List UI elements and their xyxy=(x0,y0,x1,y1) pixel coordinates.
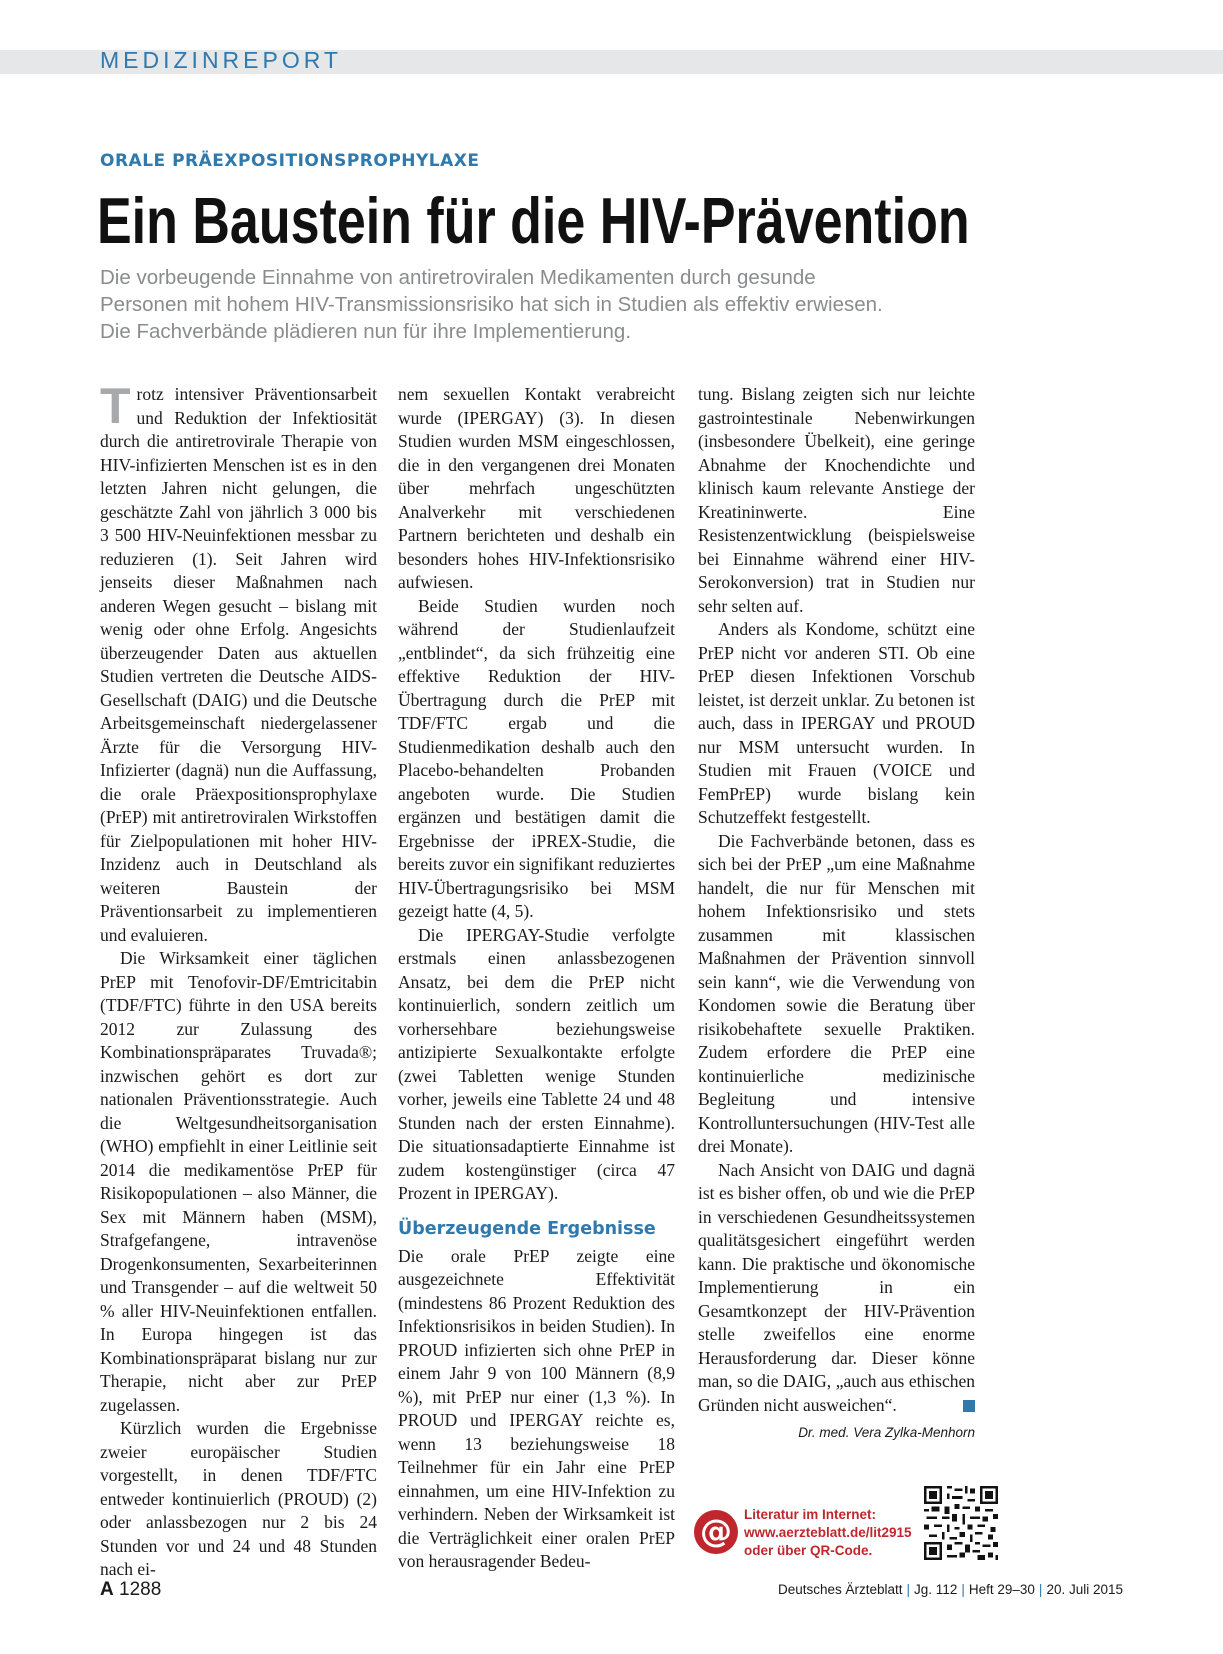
literature-text: Literatur im Internet: www.aerzteblatt.de/lit2915 oder über QR-Code. xyxy=(744,1506,934,1560)
paragraph: Anders als Kondome, schützt eine PrEP nicht vor anderen STI. Ob eine PrEP diesen Infektionen Vorschub leistet, ist derzeit unklar. Zu betonen ist auch, dass in IPERGAY und PROUD nur MSM untersucht wurden. In Studien mit Frauen (VOICE und FemPrEP) wurde bislang kein Schutzeffekt festgestellt. xyxy=(698,619,975,827)
subheading: Überzeugende Ergebnisse xyxy=(398,1218,656,1239)
author-byline: Dr. med. Vera Zylka-Menhorn xyxy=(798,1425,975,1440)
article-lead: Die vorbeugende Einnahme von antiretroviralen Medikamenten durch gesunde Personen mit hohem HIV-Transmissionsrisiko hat sich in Studien als effektiv erwiesen. Die Fachverbände plädieren nun für ihre Implementierung. xyxy=(100,266,883,343)
at-sign-icon: @ xyxy=(694,1510,738,1554)
paragraph: Die Wirksamkeit einer täglichen PrEP mit Tenofovir-DF/Emtricitabin (TDF/FTC) führte in den USA bereits 2012 zur Zulassung des Kombinationspräparates Truvada®; inzwischen gehört es dort zur nationalen Präventionsstrategie. Auch die Weltgesundheitsorganisation (WHO) empfiehlt in einer Leitlinie seit 2014 die medikamentöse PrEP für Risikopopulationen – also Männer, die Sex mit Männern haben (MSM), Strafgefangene, intravenöse Drogenkonsumenten, Sexarbeiterinnen und Transgender – auf die weltweit 50 % aller HIV-Neuinfektionen entfallen. In Europa hingegen ist das Kombinationspräparat bislang nur zur Therapie, nicht aber zur PrEP zugelassen. xyxy=(100,948,377,1415)
paragraph: Die orale PrEP zeigte eine ausgezeichnete Effektivität (mindestens 86 Prozent Reduktion des Infektionsrisikos in beiden Studien). In PROUD infizierten sich ohne PrEP in einem Jahr 9 von 100 Männern (8,9 %), mit PrEP nur einer (1,3 %). In PROUD und IPERGAY reichte es, wenn 13 beziehungsweise 18 Teilnehmer für ein Jahr eine PrEP einnahmen, um eine HIV-Infektion zu verhindern. Neben der Wirksamkeit ist die Verträglichkeit einer oralen PrEP von herausragender Bedeu- xyxy=(398,1245,675,1571)
literature-box xyxy=(694,1506,924,1568)
text-column-3 xyxy=(698,383,975,1445)
paragraph: Kürzlich wurden die Ergebnisse zweier europäischer Studien vorgestellt, in denen TDF/FTC entweder kontinuierlich (PROUD) (2) oder anlassbezogen nur 2 bis 24 Stunden vor und 24 und 48 Stunden nach ei- xyxy=(100,1418,377,1579)
article-headline: Ein Baustein für die HIV-Prävention xyxy=(97,184,970,257)
paragraph: Nach Ansicht von DAIG und dagnä ist es bisher offen, ob und wie die PrEP in verschiedenen Gesundheitssystemen qualitätsgesichert eingeführt werden kann. Die praktische und ökonomische Implementierung in ein Gesamtkonzept der HIV-Prävention stelle zweifellos eine enorme Herausforderung dar. Dieser könne man, so die DAIG, „auch aus ethischen Gründen nicht ausweichen“. xyxy=(698,1159,975,1415)
paragraph: tung. Bislang zeigten sich nur leichte gastrointestinale Nebenwirkungen (insbesondere Übelkeit), eine geringe Abnahme der Knochendichte und klinisch kaum relevante Anstiege der Kreatininwerte. Eine Resistenzentwicklung (beispielsweise bei Einnahme während einer HIV-Serokonversion) trat in Studien nur sehr selten auf. xyxy=(698,384,975,616)
article-kicker: ORALE PRÄEXPOSITIONSPROPHYLAXE xyxy=(100,151,480,171)
qr-code-icon[interactable] xyxy=(924,1486,998,1560)
end-mark-icon xyxy=(963,1400,975,1412)
literature-link[interactable]: www.aerzteblatt.de/lit2915 xyxy=(744,1525,912,1540)
paragraph: Die IPERGAY-Studie verfolgte erstmals einen anlassbezogenen Ansatz, bei dem die PrEP nicht kontinuierlich, sondern zeitlich um vorhersehbare beziehungsweise antizipierte Sexualkontakte erfolgte (zwei Tabletten wenige Stunden vorher, jeweils eine Tablette 24 und 48 Stunden nach der ersten Einnahme). Die situationsadaptierte Einnahme ist zudem kostengünstiger (circa 47 Prozent in IPERGAY). xyxy=(398,924,675,1203)
drop-cap: T xyxy=(100,378,131,434)
paragraph: Beide Studien wurden noch während der Studienlaufzeit „entblindet“, da sich frühzeitig eine effektive Reduktion der HIV-Übertragung durch die PrEP mit TDF/FTC ergab und die Studienmedikation deshalb auch den Placebo-behandelten Probanden angeboten wurde. Die Studien ergänzen und bestätigen damit die Ergebnisse der iPREX-Studie, die bereits zuvor ein signifikant reduziertes HIV-Übertragungsrisiko bei MSM gezeigt hatte (4, 5). xyxy=(398,595,675,921)
text-column-1 xyxy=(100,378,377,1582)
paragraph: nem sexuellen Kontakt verabreicht wurde (IPERGAY) (3). In diesen Studien wurden MSM eingeschlossen, die in den vergangenen drei Monaten über mehrfach ungeschützten Analverkehr mit verschiedenen Partnern berichteten und deshalb ein besonders hohes HIV-Infektionsrisiko aufwiesen. xyxy=(398,384,675,592)
paragraph: Die Fachverbände betonen, dass es sich bei der PrEP „um eine Maßnahme handelt, die nur für Menschen mit hohem Infektionsrisiko und stets zusammen mit klassischen Maßnahmen der Prävention sinnvoll sein kann“, wie die Verwendung von Kondomen sowie die Beratung über risikobehaftete sexuelle Praktiken. Zudem erfordere die PrEP eine kontinuierliche medizinische Begleitung und intensive Kontrolluntersuchungen (HIV-Test alle drei Monate). xyxy=(698,830,975,1156)
page-number: A 1288 xyxy=(100,1579,162,1600)
footer-citation: Deutsches Ärzteblatt | Jg. 112 | Heft 29–30 | 20. Juli 2015 xyxy=(777,1582,1123,1597)
section-label: MEDIZINREPORT xyxy=(100,47,342,73)
text-column-2 xyxy=(398,383,675,1574)
paragraph: Trotz intensiver Präventionsarbeit und Reduktion der Infektiosität durch die antiretrovirale Therapie von HIV-infizierten Menschen ist es in den letzten Jahren nicht gelungen, die geschätzte Zahl von jährlich 3 000 bis 3 500 HIV-Neuinfektionen messbar zu reduzieren (1). Seit Jahren wird jenseits dieser Maßnahmen nach anderen Wegen gesucht – bislang mit wenig oder ohne Erfolg. Angesichts überzeugender Daten aus aktuellen Studien vertreten die Deutsche AIDS-Gesellschaft (DAIG) und die Deutsche Arbeitsgemeinschaft niedergelassener Ärzte für die Versorgung HIV-Infizierter (dagnä) nun die Auffassung, die orale Präexpositionsprophylaxe (PrEP) mit antiretroviralen Wirkstoffen für Zielpopulationen mit hoher HIV-Inzidenz auch in Deutschland als weiteren Baustein der Präventionsarbeit zu implementieren und evaluieren. xyxy=(100,378,377,945)
